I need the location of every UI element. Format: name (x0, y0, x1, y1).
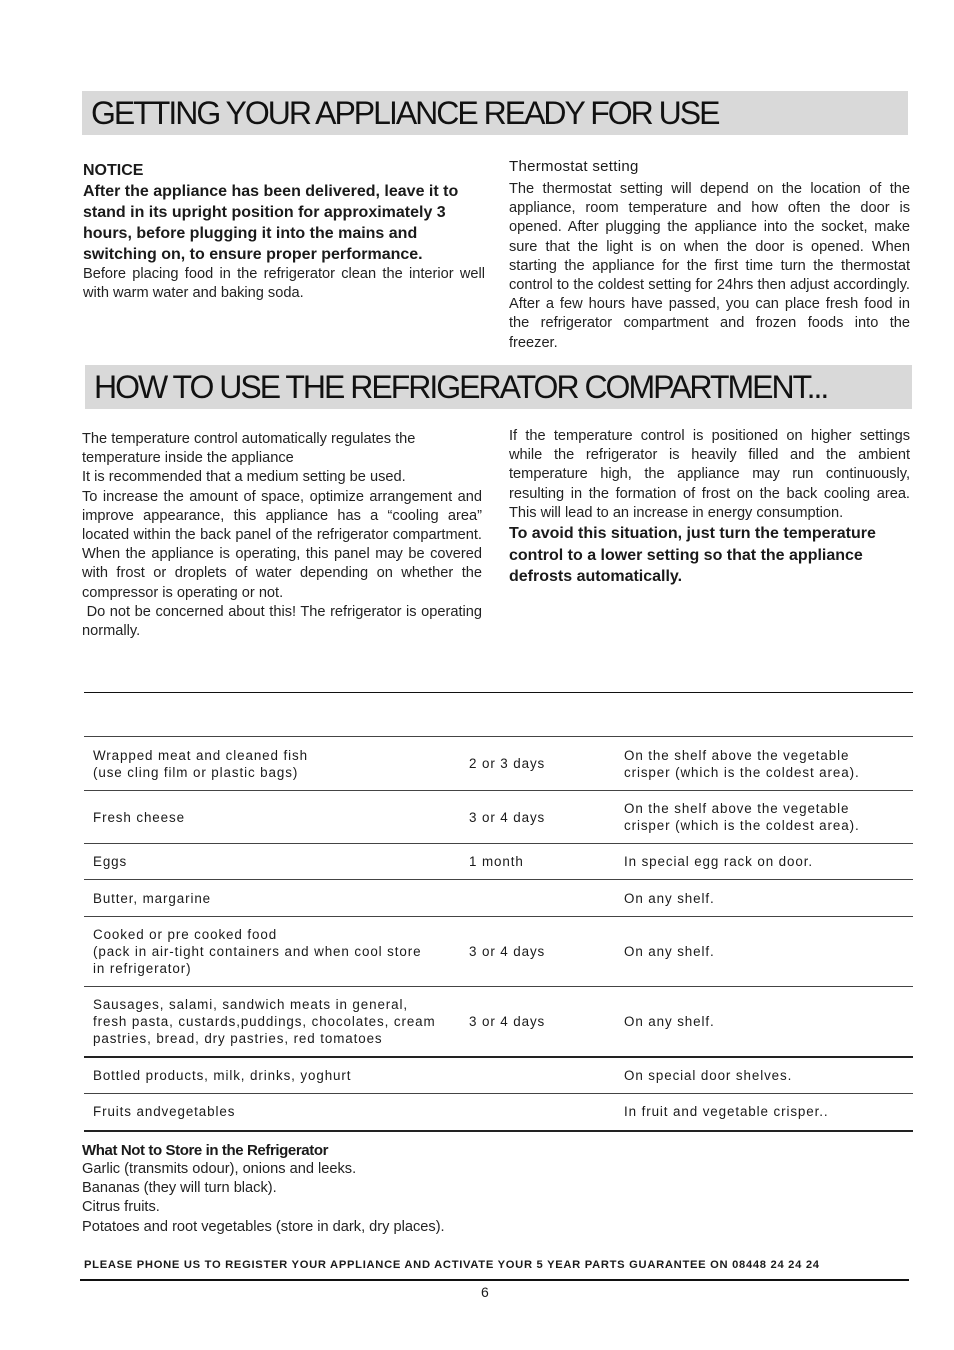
food-cell-line: Fruits andvegetables (93, 1104, 236, 1120)
food-cell (84, 880, 460, 917)
location-cell-line: On any shelf. (624, 890, 715, 906)
location-cell-line: On the shelf above the vegetable (624, 801, 850, 816)
food-cell-line: (use cling film or plastic bags) (93, 764, 299, 780)
paragraph-line: It is recommended that a medium setting be used. (82, 469, 406, 486)
notice-block (83, 160, 485, 303)
location-cell-line: On special door shelves. (624, 1067, 793, 1083)
table-row (84, 844, 913, 880)
food-cell-line: pastries, bread, dry pastries, red tomatoes (93, 1030, 383, 1046)
frost-warning-text: If the temperature control is positioned on higher settings while the refrigerator is heavily filled and the ambient temperature high, the appliance may run continuously, resulting in the formation of frost on the back cooling area. This will lead to an increase in energy consumption. (509, 428, 910, 521)
duration-cell: 2 or 3 days (460, 737, 615, 791)
duration-cell (460, 1057, 615, 1094)
table-row (84, 917, 913, 987)
section-title: GETTING YOUR APPLIANCE READY FOR USE (91, 95, 719, 131)
location-cell-line: On any shelf. (624, 944, 715, 959)
what-not-title: What Not to Store in the Refrigerator (82, 1142, 329, 1159)
what-not-item: Citrus fruits. (82, 1199, 160, 1216)
what-not-item: Bananas (they will turn black). (82, 1180, 277, 1197)
duration-cell: 3 or 4 days (460, 917, 615, 987)
location-cell-line: In special egg rack on door. (624, 854, 813, 869)
location-cell (615, 791, 913, 844)
what-not-block (82, 1141, 682, 1237)
food-cell-line: Bottled products, milk, drinks, yoghurt (93, 1067, 352, 1083)
paragraph-line: The temperature control automatically regulates the temperature inside the appliance (82, 431, 416, 467)
what-not-item: Garlic (transmits odour), onions and leeks. (82, 1161, 357, 1177)
temperature-control-block (82, 430, 487, 641)
food-cell-line: Cooked or pre cooked food (93, 927, 278, 942)
food-storage-table (84, 736, 913, 1132)
duration-cell (460, 1094, 615, 1131)
frost-warning-block (509, 427, 910, 588)
table-row (84, 880, 913, 917)
thermostat-block (509, 157, 910, 353)
food-cell-line: in refrigerator) (93, 961, 192, 976)
registration-note: PLEASE PHONE US TO REGISTER YOUR APPLIANCE AND ACTIVATE YOUR 5 YEAR PARTS GUARANTEE ON 08448 24 24 24 (84, 1259, 820, 1271)
location-cell (615, 1057, 913, 1094)
food-cell (84, 917, 460, 987)
table-row (84, 987, 913, 1057)
location-cell-line: crisper (which is the coldest area). (624, 818, 860, 833)
table-row (84, 1057, 913, 1094)
thermostat-heading: Thermostat setting (509, 158, 639, 175)
location-cell-line: On any shelf. (624, 1013, 715, 1029)
food-cell (84, 791, 460, 844)
section-banner-getting-ready (82, 91, 908, 135)
paragraph-line: To increase the amount of space, optimize arrangement and improve appearance, this appliance has a “cooling area” located within the back panel of the refrigerator compartment. When the appliance is operating, this panel may be covered with frost or droplets of water depending on whether the compressor is operating or not. (82, 488, 482, 601)
food-cell (84, 844, 460, 880)
food-cell-line: Eggs (93, 854, 128, 869)
location-cell-line: crisper (which is the coldest area). (624, 764, 860, 780)
food-cell (84, 987, 460, 1057)
duration-cell (460, 880, 615, 917)
what-not-item: Potatoes and root vegetables (store in dark, dry places). (82, 1218, 445, 1235)
notice-bold-text: After the appliance has been delivered, leave it to stand in its upright position for approximately 3 hours, before plugging it into the mains and switching on, to ensure proper performance. (83, 183, 459, 263)
page-number: 6 (481, 1284, 489, 1300)
location-cell (615, 737, 913, 791)
food-cell (84, 1057, 460, 1094)
table-row (84, 737, 913, 791)
location-cell-line: On the shelf above the vegetable (624, 747, 850, 763)
duration-cell: 3 or 4 days (460, 791, 615, 844)
footer-divider (80, 1279, 909, 1281)
location-cell (615, 987, 913, 1057)
food-cell (84, 1094, 460, 1131)
food-cell-line: Sausages, salami, sandwich meats in general, (93, 996, 408, 1012)
food-cell-line: Fresh cheese (93, 809, 185, 825)
frost-warning-bold: To avoid this situation, just turn the temperature control to a lower setting so that the appliance defrosts automatically. (509, 525, 876, 586)
location-cell (615, 1094, 913, 1131)
food-cell-line: Wrapped meat and cleaned fish (93, 747, 308, 763)
location-cell (615, 917, 913, 987)
duration-cell: 1 month (460, 844, 615, 880)
table-row (84, 791, 913, 844)
notice-label: NOTICE (83, 162, 144, 179)
food-cell-line: Butter, margarine (93, 890, 212, 906)
duration-cell: 3 or 4 days (460, 987, 615, 1057)
food-cell (84, 737, 460, 791)
table-row (84, 1094, 913, 1131)
paragraph-line: Do not be concerned about this! The refrigerator is operating normally. (82, 603, 487, 640)
section-banner-refrigerator (85, 365, 912, 409)
divider (84, 692, 913, 693)
location-cell (615, 844, 913, 880)
section-title: HOW TO USE THE REFRIGERATOR COMPARTMENT... (94, 369, 828, 405)
thermostat-text: The thermostat setting will depend on the location of the appliance, room temperature and how often the door is opened. After plugging the appliance into the socket, make sure that the light is on when the door is opened. When starting the appliance for the first time turn the thermostat control to the coldest setting for 24hrs then adjust accordingly. After a few hours have passed, you can place fresh food in the refrigerator compartment and frozen foods into the freezer. (509, 181, 910, 351)
food-cell-line: fresh pasta, custards,puddings, chocolates, cream (93, 1013, 436, 1029)
location-cell-line: In fruit and vegetable crisper.. (624, 1104, 829, 1120)
food-cell-line: (pack in air-tight containers and when cool store (93, 944, 422, 959)
notice-cleaning-text: Before placing food in the refrigerator clean the interior well with warm water and baking soda. (83, 266, 485, 302)
location-cell (615, 880, 913, 917)
